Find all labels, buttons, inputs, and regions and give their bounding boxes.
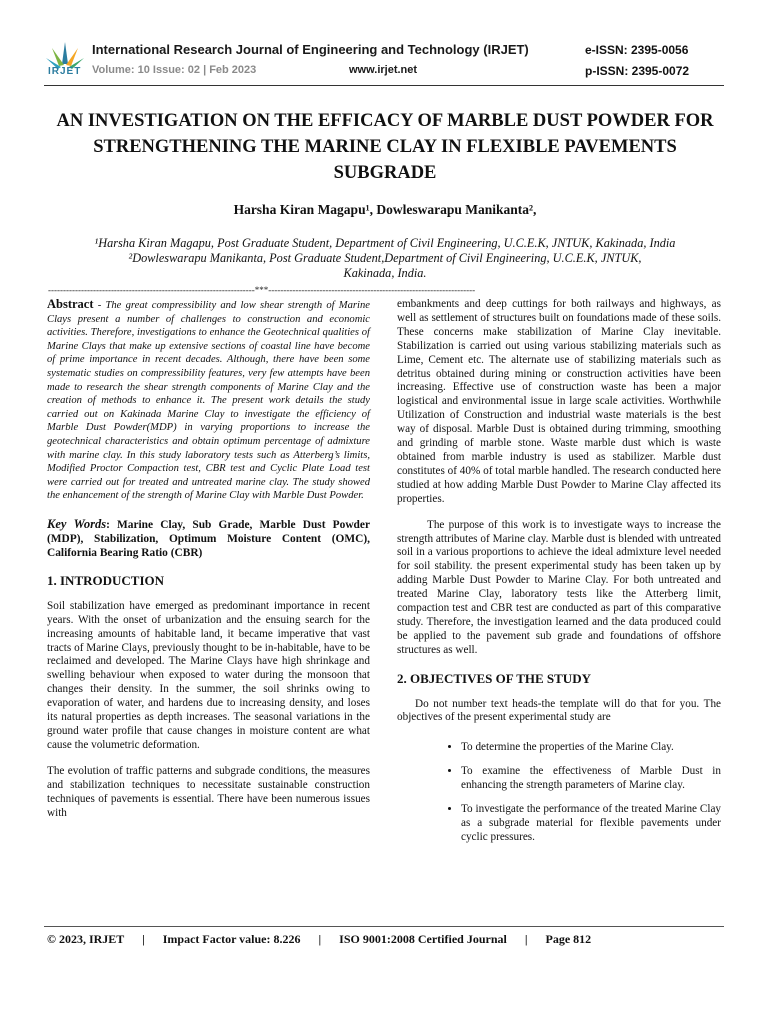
objectives-intro: Do not number text heads-the template will do that for you. The objectives of the present experimental study are [397,697,721,724]
objective-item: • To examine the effectiveness of Marble Dust in enhancing the strength parameters of Marine clay. [461,765,721,793]
keywords-label: Key Words [47,516,107,531]
journal-website[interactable]: www.irjet.net [349,64,418,76]
separator: ---------------------------------------------------------------------***--------------------------------------------------------------------- [48,285,476,295]
intro-paragraph-1: Soil stabilization have emerged as predominant importance in recent years. With the onset of urbanization and the ensuing search for the increasing amounts of habitable land, it became imperative that vast tracts of Marine Clays, previously thought to be in-habitable, have to be reclaimed and developed. The Marine Clays have high shrinkage and swelling behaviour when exposed to water during the monsoon that changes their density. In the summer, the soil shrinks owing to evaporation of water, and hardens due to increasing density, and loses its natural properties as depth increases. The seasonal variations in the ground water profile that cause changes in moisture content are what cause the volumetric deformation. [47,599,370,751]
abstract-text: - The great compressibility and low shear strength of Marine Clays present a number of challenges to construction and economic activities. Therefore, investigations to enhance the Geotechnical qualities of Marine Clays that make up extensive sections of coastal line have become of prime importance in recent decades. Although, there have been some systematic studies on compressibility features, very few attempts have been made to research the shear strength components of Marine Clay and the creation of methods to enhance it. The present work details the study carried out on Kakinada Marine Clay to investigate the efficiency of Marble Dust Powder(MDP) in varying proportions to increase the geotechnical characteristics and obtain optimum percentage of admixture with marine clay. In this study laboratory tests such as Atterberg’s limits, Modified Proctor Compaction test, CBR test and Cyclic Plate Load test were carried out for treated and untreated marine clay. The study showed the enhancement of the strength of Marine Clay with Marble Dust Powder. [47,300,370,502]
intro-paragraph-2-cont: embankments and deep cuttings for both railways and highways, as well as settlement of structures built on foundations made of these soils. These concerns make stabilization of Marine Clay inevitable. Stabilization is carried out using various stabilizing materials such as Lime, Cement etc. The alternate use of stabilizing materials such as detritus obtained during mining or construction activities have been increasing. Effective use of construction waste has been a major logistical and environmental issue in large scale activities. Worthwhile Utilization of Construction and industrial waste materials is the best way of disposal. Marble Dust is obtained during trimming, smoothing and grinding of marble stone. Waste marble dust which is waste obtained from marble industry is used as stabilizer. Marble dust constitutes of 40% of total marble handled. The research conducted here studied at how adding Marble Dust Powder to Marine Clay affected its properties. [397,298,721,505]
affiliations [40,236,730,281]
affiliation-2-cont: Kakinada, India. [343,266,427,280]
keywords-text: : Marine Clay, Sub Grade, Marble Dust Powder (MDP), Stabilization, Optimum Moisture Content (OMC), California Bearing Ratio (CBR) [47,518,371,559]
volume-issue: Volume: 10 Issue: 02 | Feb 2023 [92,64,257,76]
affiliation-1: ¹Harsha Kiran Magapu, Post Graduate Student, Department of Civil Engineering, U.C.E.K, JNTUK, Kakinada, India [94,236,676,250]
header-rule [44,85,724,86]
objectives-list [397,741,721,844]
p-issn: p-ISSN: 2395-0072 [585,64,690,78]
footer: © 2023, IRJET | Impact Factor value: 8.226 | ISO 9001:2008 Certified Journal | Page 812 [47,932,592,946]
section-1-heading: 1. INTRODUCTION [47,572,165,588]
section-2-heading: 2. OBJECTIVES OF THE STUDY [397,670,591,686]
iso-certification: ISO 9001:2008 Certified Journal [339,932,507,946]
objective-item: • To determine the properties of the Marine Clay. [461,741,721,755]
abstract [47,298,370,503]
e-issn: e-ISSN: 2395-0056 [585,43,689,57]
objective-item: • To investigate the performance of the treated Marine Clay as a subgrade material for flexible pavements under cyclic pressures. [461,803,721,845]
footer-rule [44,926,724,927]
authors: Harsha Kiran Magapu¹, Dowleswarapu Manikanta², [233,202,537,217]
abstract-label: Abstract [47,297,94,311]
logo-text: IRJET [48,66,82,77]
paper-title: AN INVESTIGATION ON THE EFFICACY OF MARBLE DUST POWDER FOR STRENGTHENING THE MARINE CLAY IN FLEXIBLE PAVEMENTS SUBGRADE [56,111,714,183]
journal-name: International Research Journal of Engineering and Technology (IRJET) [92,42,529,57]
affiliation-2: ²Dowleswarapu Manikanta, Post Graduate Student,Department of Civil Engineering, U.C.E.K, JNTUK, [128,251,642,265]
intro-paragraph-3: The purpose of this work is to investigate ways to increase the strength attributes of Marine clay. Marble dust is blended with untreated soil in a various proportions to achieve the ideal admixture level needed for soil stability. the present experimental study has been taken up by adding Marble Dust Powder to Marine Clay. For both untreated and treated Marine Clay, laboratory tests like the Atterberg limit, compaction test and CBR test are conducted as part of this comparative study. Therefore, the investigation learned and the data produced could be applied to the pavement sub grade and foundations of offshore structures as well. [397,518,721,656]
page-number: Page 812 [545,932,592,946]
intro-paragraph-2: The evolution of traffic patterns and subgrade conditions, the measures and stabilization techniques to necessitate sustainable construction techniques of pavements is essential. There have been numerous issues with [47,764,370,819]
left-column [47,298,370,820]
copyright: © 2023, IRJET [47,932,125,946]
impact-factor: Impact Factor value: 8.226 [162,932,301,946]
right-column [397,298,721,855]
keywords [47,517,370,560]
